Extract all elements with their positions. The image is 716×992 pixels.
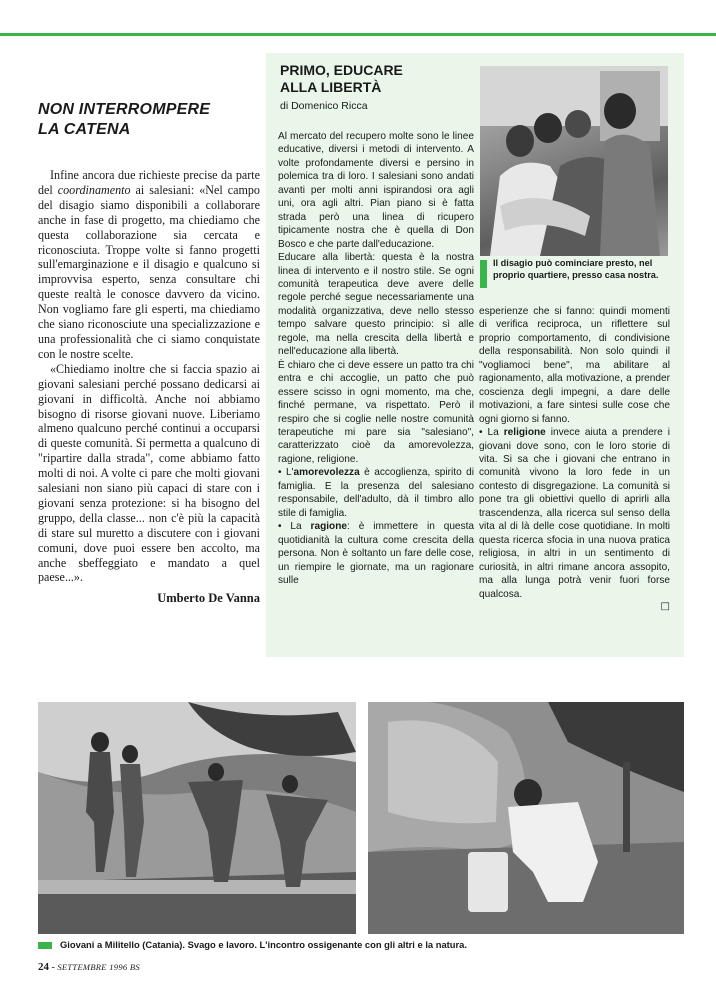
caption-marker: [480, 260, 487, 288]
photo-boys-group: [480, 66, 668, 256]
photo-youths-crossing-stream: [38, 702, 356, 934]
caption-marker: [38, 942, 52, 949]
boxed-article-column-2: [479, 305, 670, 612]
photo-caption-bottom: Giovani a Militello (Catania). Svago e lavoro. L'incontro ossigenante con gli altri e la natura.: [38, 939, 688, 950]
magazine-issue: SETTEMBRE 1996 BS: [57, 962, 140, 972]
boxed-paragraph: • L'amorevolezza è accoglienza, spirito di famiglia. E la presenza del salesiano responsabile, dell'adulto, dà il timbro allo stile di famiglia.: [278, 467, 474, 519]
boxed-paragraph: • La religione invece aiuta a prendere i giovani dove sono, con le loro storie di vita. Si sa che i giovani che entrano in comunità vivono la loro fede in un contesto di disgregazione. La comunità si pone tra gli obiettivi quello di aprirli alla trascendenza, alla ricerca sul senso della vita al di là delle cose quotidiane. In molti questa ricerca sfocia in una nuova pratica religiosa, in altri in un sentimento di curiosità, in altri rimane ancora assopito, ma alla lunga potrà venir fuori forse qualcosa.: [479, 427, 670, 600]
left-paragraph-1: Infine ancora due richieste precise da parte del coordinamento ai salesiani: «Nel campo del disagio siamo disponibili a collaborare anche in fase di progetto, ma chiediamo che questa collaborazione sia cercata e riconosciuta. Troppe volte si fanno progetti sull'emarginazione e il disagio e qualcuno si improvvisa esperto, senza consultare chi queste realtà le conosce davvero da vicino. Non vogliamo fare gli esperti, ma chiediamo che siano riconosciute una specializzazione e una professionalità che ci siamo conquistate con le nostre scelte.: [38, 168, 260, 361]
photo-cow-illustration: [368, 702, 684, 934]
left-article: [38, 100, 260, 606]
boxed-paragraph: Al mercato del recupero molte sono le linee educative, diversi i metodi di intervento. A volte profondamente diversi e persino in polemica tra di loro. I salesiani sono andati avanti per molti anni ispirandosi ora agli uni, ora agli altri. Pian piano si è fatta strada però una linea di ricupero tipicamente nostra che è quella di Don Bosco e che parte dall'educazione.: [278, 131, 474, 250]
top-rule: [0, 33, 716, 36]
left-paragraph-2: «Chiediamo inoltre che si faccia spazio ai giovani salesiani perché possano dedicarsi ai giovani in difficoltà. Anche noi abbiamo bisogno di risorse giovani nuove. Liberiamo almeno qualcuno perché continui a occuparsi di queste comunità. Si permetta a qualcuno di "ripartire dalla strada", come abbiamo fatto molti di noi. A volte ci pare che molti giovani salesiani non siano più capaci di stare con i giovani senza protezione: si ha bisogno del gruppo, della classe... non c'è più la capacità di stare sul muretto a discutere con i giovani comuni, dove puoi essere ben accolto, ma anche sbeffeggiato e mandato a quel paese...».: [38, 361, 260, 585]
boxed-paragraph: • La ragione: è immettere in questa quotidianità la cultura come crescita della persona. Non è soltanto un fare delle cose, un riempire le giornate, ma un ragionare sulle: [278, 521, 475, 586]
left-article-title: NON INTERROMPERE LA CATENA: [38, 101, 211, 138]
byline: di Domenico Ricca: [280, 100, 368, 112]
author-signature: Umberto De Vanna: [157, 591, 260, 606]
photo-boy-milking-cow: [368, 702, 684, 934]
boxed-paragraph: È chiaro che ci deve essere un patto tra chi entra e chi accoglie, un patto che può essere scisso in ogni momento, ma che, finché permane, va rispettato. Però il respiro che si coglie nelle nostre comunità terapeutiche mi pare sia "salesiano", caratterizzato cioè da amorevolezza, ragione, religione.: [278, 359, 474, 465]
boxed-paragraph: esperienze che si fanno: quindi momenti di verifica reciproca, un riflettere sul proprio comportamento, di condivisione della responsabilità. Non solo quindi il "vogliamoci bene", ma abilitare al ragionamento, alla motivazione, a prender coscienza degli impegni, a dare delle motivazioni, a fare sintesi sulle cose che ogni giorno si fanno.: [479, 306, 670, 425]
page-footer: 24 - SETTEMBRE 1996 BS: [38, 961, 140, 973]
boxed-paragraph: Educare alla libertà: questa è la nostra linea di intervento e il nostro stile. Se ogni comunità terapeutica deve avere delle regole perché segue necessariamente una modalità organizzativa, deve nello stesso tempo salvare questo principio: sì alle regole, ma nella crescita della libertà e nell'educazione alla libertà.: [278, 252, 474, 358]
boxed-article-title: PRIMO, EDUCARE ALLA LIBERTÀ: [280, 62, 403, 95]
end-of-article-icon: □: [660, 600, 670, 612]
photo-stream-illustration: [38, 702, 356, 934]
boxed-article-column-1: [278, 130, 474, 587]
page-number: 24: [38, 961, 49, 973]
photo-boys-illustration: [480, 66, 668, 256]
